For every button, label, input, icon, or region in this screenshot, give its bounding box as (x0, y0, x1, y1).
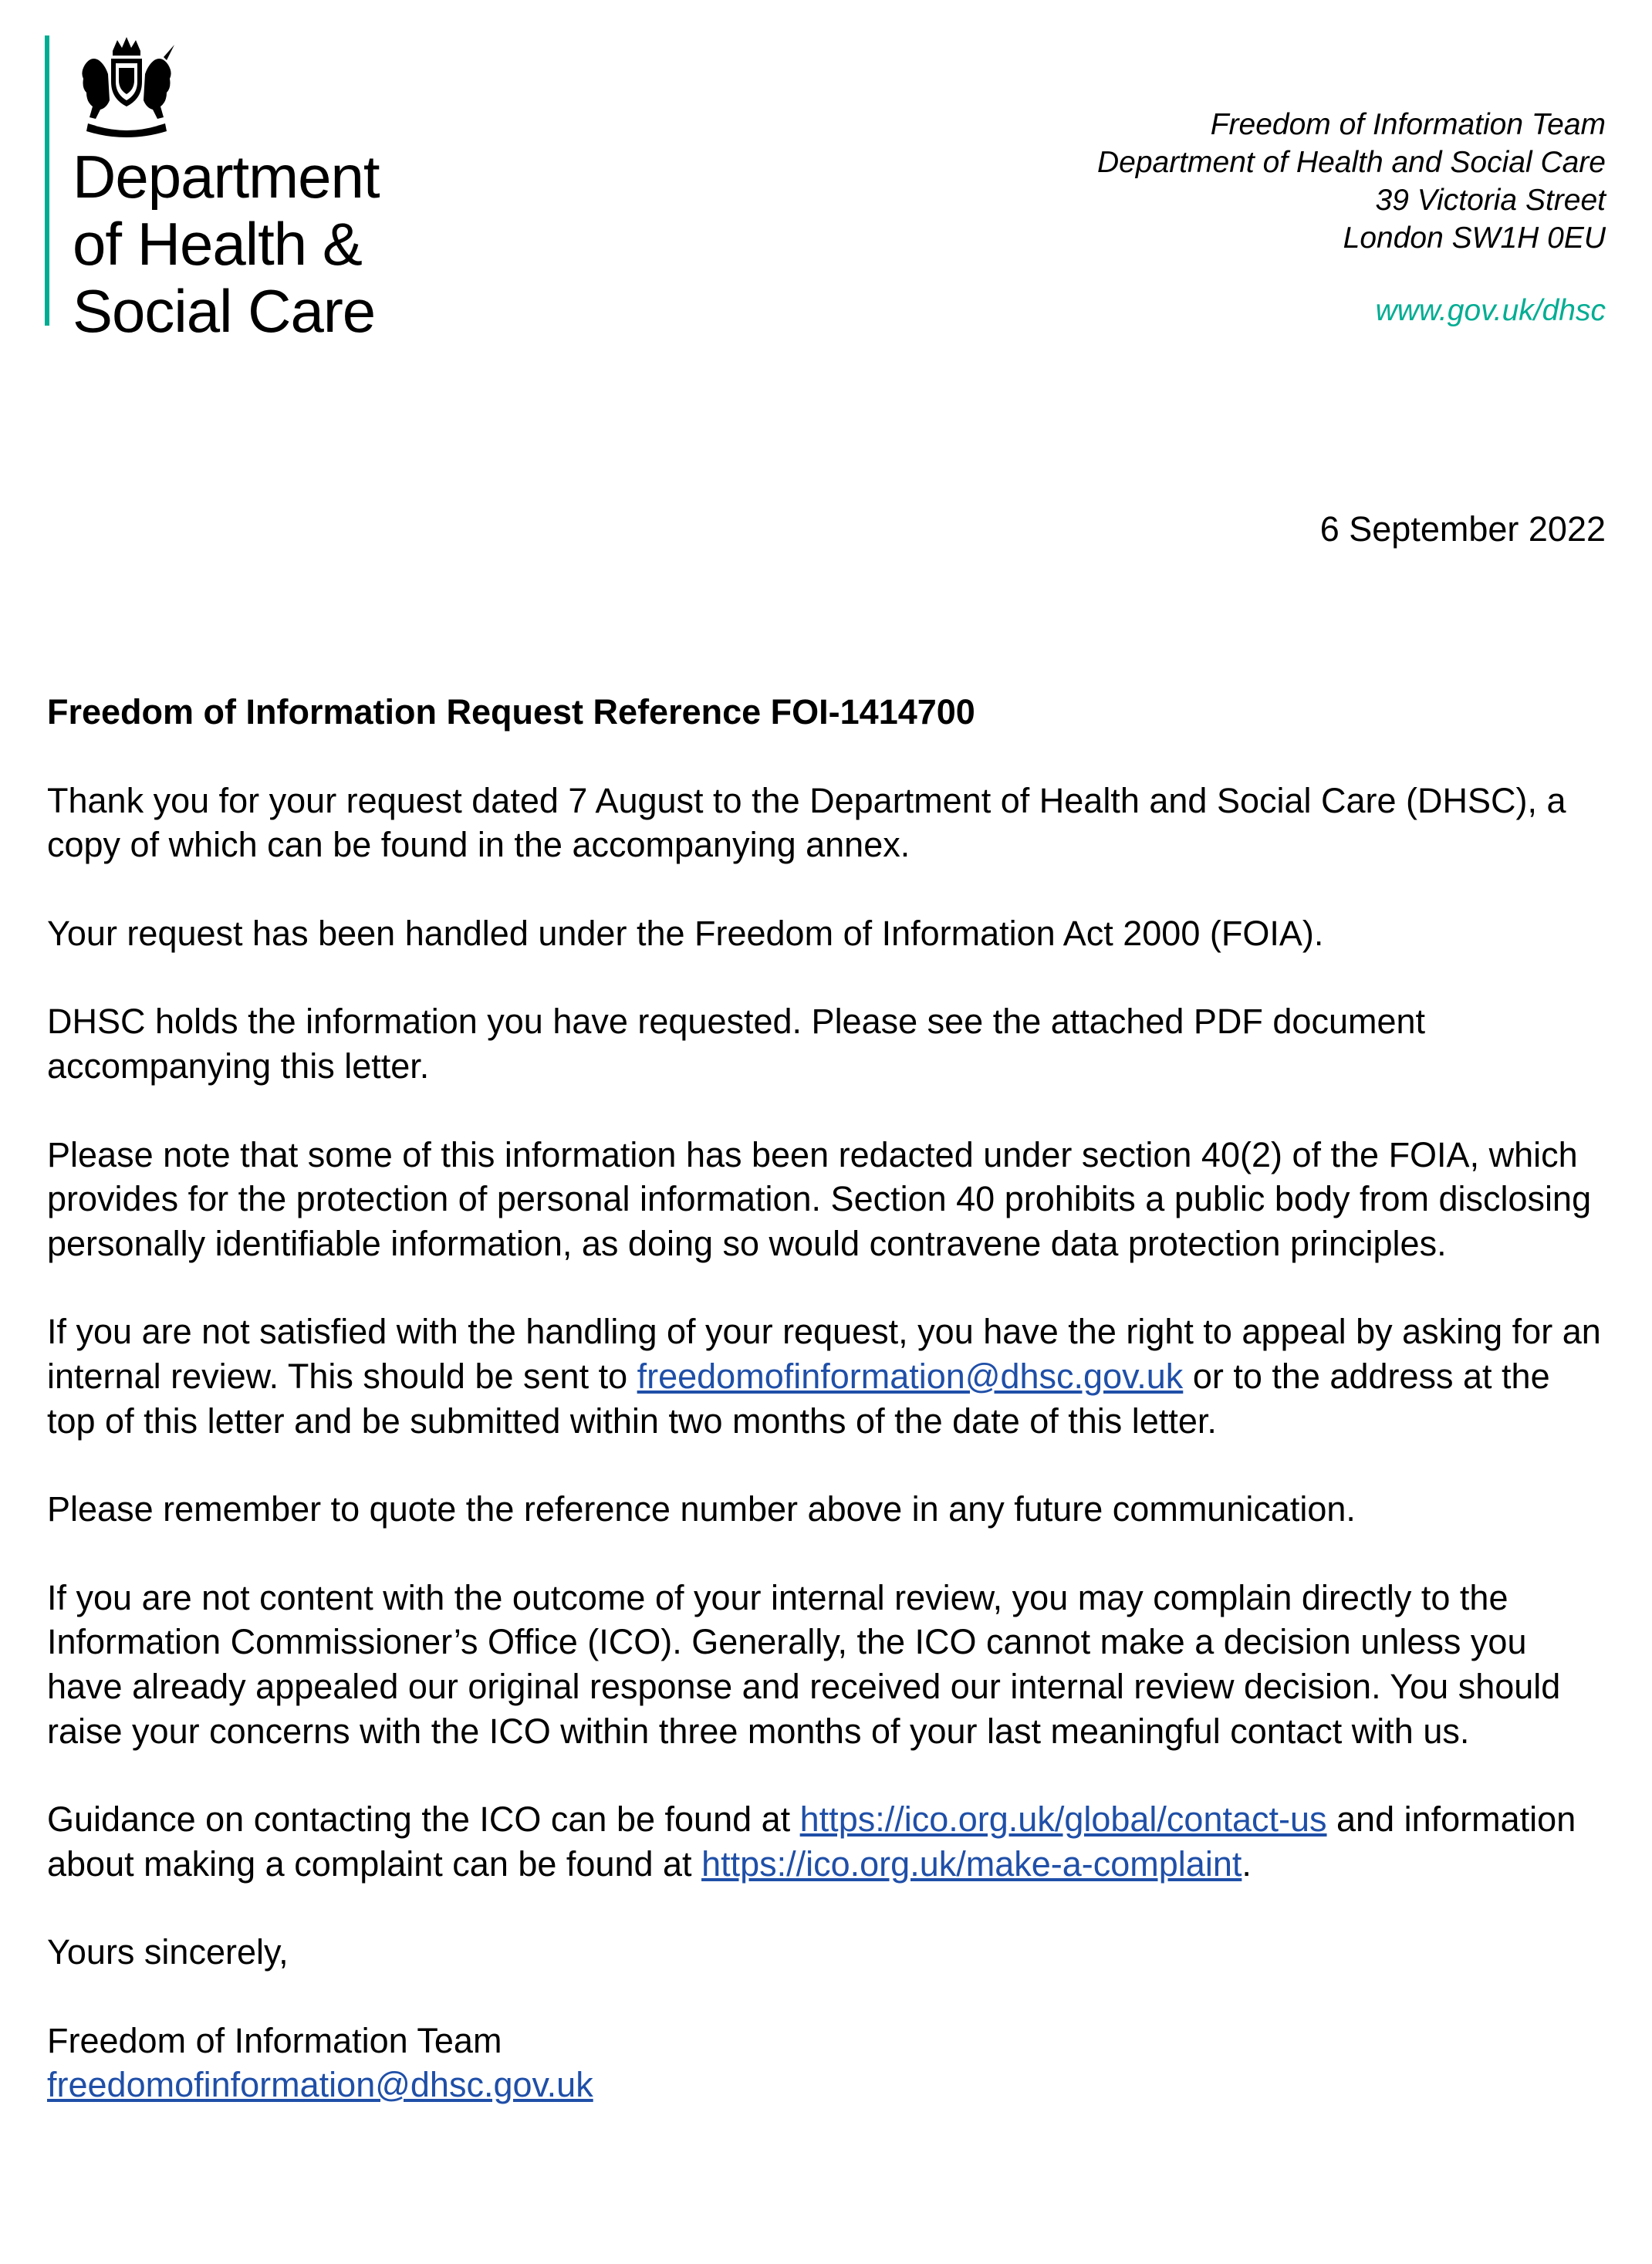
dept-name-line-2: of Health & (73, 210, 362, 278)
paragraph-information-held: DHSC holds the information you have requested. Please see the attached PDF document accompanying this letter. (47, 1002, 1426, 1086)
ico-complaint-link[interactable]: https://ico.org.uk/make-a-complaint (701, 1843, 1242, 1884)
paragraph-handling: Your request has been handled under the Freedom of Information Act 2000 (FOIA). (47, 913, 1324, 953)
logo-accent-bar (45, 35, 49, 326)
address-line-3: 39 Victoria Street (1375, 184, 1606, 217)
letter-date: 6 September 2022 (1319, 509, 1606, 549)
dept-name-line-3: Social Care (73, 277, 376, 345)
signature-name: Freedom of Information Team (47, 2020, 502, 2060)
sender-address (1097, 106, 1606, 257)
signature-block (47, 2019, 1606, 2107)
dhsc-logo (45, 34, 446, 345)
website-link[interactable]: www.gov.uk/dhsc (1375, 294, 1606, 327)
paragraph-reference-reminder: Please remember to quote the reference number above in any future communication. (47, 1489, 1356, 1529)
paragraph-ico-guidance (47, 1797, 1606, 1886)
dept-name-line-1: Department (73, 143, 380, 211)
department-name (73, 144, 380, 345)
letter-body (47, 690, 1606, 2107)
text-segment: . (1242, 1843, 1252, 1884)
address-line-1: Freedom of Information Team (1210, 108, 1606, 141)
paragraph-internal-review (47, 1309, 1606, 1443)
paragraph-ico-complaint: If you are not content with the outcome of your internal review, you may complain directly to the Information Commissioner’s Office (ICO). Generally, the ICO cannot make a decision unless you have already appealed our original response and received our internal review decision. You should raise your concerns with the ICO within three months of your last meaningful contact with us. (47, 1577, 1561, 1751)
paragraph-redaction: Please note that some of this information has been redacted under section 40(2) of the FOIA, which provides for the protection of personal information. Section 40 prohibits a public body from disclosing personally identifiable information, as doing so would contravene data protection principles. (47, 1134, 1592, 1263)
text-segment: or to the address at the top of this letter and be submitted within two months of the date of this letter. (47, 1356, 1550, 1441)
address-line-2: Department of Health and Social Care (1096, 146, 1606, 179)
closing-line: Yours sincerely, (47, 1932, 289, 1972)
text-segment: Guidance on contacting the ICO can be found at (47, 1799, 800, 1840)
text-segment: and information about making a complaint can be found at (47, 1799, 1576, 1884)
royal-coat-of-arms-icon (73, 34, 181, 142)
ico-contact-link[interactable]: https://ico.org.uk/global/contact-us (799, 1799, 1327, 1840)
paragraph-request: Thank you for your request dated 7 August to the Department of Health and Social Care (DHSC), a copy of which can be found in the accompanying annex. (47, 780, 1566, 865)
foi-email-link[interactable]: freedomofinformation@dhsc.gov.uk (637, 1356, 1184, 1396)
signature-email-link[interactable]: freedomofinformation@dhsc.gov.uk (47, 2065, 593, 2105)
text-segment: If you are not satisfied with the handling of your request, you have the right to appeal by asking for an internal review. This should be sent to (47, 1312, 1601, 1396)
letter-heading: Freedom of Information Request Reference FOI-1414700 (47, 692, 975, 732)
address-line-4: London SW1H 0EU (1343, 221, 1606, 255)
